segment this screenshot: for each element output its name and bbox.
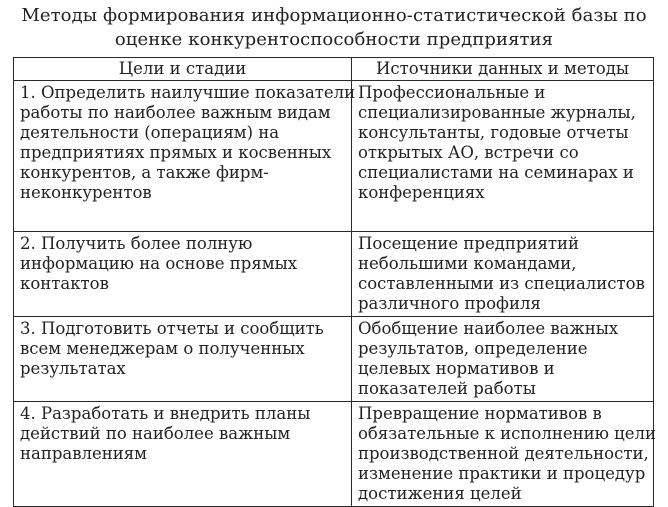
- document-title: [0, 4, 668, 52]
- source-line: Превращение нормативов в: [358, 404, 602, 423]
- source-line: Обобщение наиболее важных: [358, 319, 619, 338]
- source-line: обязательные к исполнению цели: [358, 424, 657, 443]
- source-line: изменение практики и процедур: [358, 464, 646, 483]
- goal-line: информацию на основе прямых: [20, 254, 298, 273]
- goal-line: направлениям: [20, 444, 148, 463]
- table-row: [14, 402, 654, 507]
- source-line: открытых АО, встречи со: [358, 143, 579, 162]
- goal-line: всем менеджерам о полученных: [20, 339, 305, 358]
- goal-line: предприятиях прямых и косвенных: [20, 143, 332, 162]
- goal-line: действий по наиболее важным: [20, 424, 291, 443]
- source-line: показателей работы: [358, 379, 536, 398]
- header-goals-stages: Цели и стадии: [14, 58, 352, 81]
- source-line: специалистами на семинарах и: [358, 163, 634, 182]
- source-line: целевых нормативов и: [358, 359, 555, 378]
- goal-line: контактов: [20, 274, 109, 293]
- goal-cell: [14, 317, 352, 402]
- source-cell: [352, 317, 654, 402]
- source-line: консультанты, годовые отчеты: [358, 123, 629, 142]
- table-row: [14, 81, 654, 232]
- header-sources-methods: Источники данных и методы: [352, 58, 654, 81]
- goal-line: 1. Определить наилучшие показатели: [20, 83, 356, 102]
- table-header-row: [14, 58, 654, 81]
- source-line: Посещение предприятий: [358, 234, 580, 253]
- goal-cell: [14, 402, 352, 507]
- source-line: Профессиональные и: [358, 83, 546, 102]
- goal-cell: [14, 81, 356, 232]
- source-cell: [352, 81, 654, 232]
- source-line: небольшими командами,: [358, 254, 577, 273]
- goal-cell: [14, 232, 352, 317]
- source-line: достижения целей: [358, 484, 522, 503]
- table-row: [14, 232, 654, 317]
- source-line: составленными из специалистов: [358, 274, 645, 293]
- table-row: [14, 317, 654, 402]
- source-cell: [352, 232, 654, 317]
- source-line: конференциях: [358, 183, 485, 202]
- title-line-2: оценке конкурентоспособности предприятия: [114, 29, 554, 50]
- methods-table: [13, 57, 657, 507]
- goal-line: 3. Подготовить отчеты и сообщить: [20, 319, 324, 338]
- source-line: различного профиля: [358, 294, 541, 313]
- goal-line: 4. Разработать и внедрить планы: [20, 404, 311, 423]
- goal-line: деятельности (операциям) на: [20, 123, 280, 142]
- goal-line: 2. Получить более полную: [20, 234, 253, 253]
- source-line: результатов, определение: [358, 339, 588, 358]
- goal-line: работы по наиболее важным видам: [20, 103, 331, 122]
- source-line: производственной деятельности,: [358, 444, 649, 463]
- title-line-1: Методы формирования информационно-статистической базы по: [21, 5, 647, 26]
- goal-line: результатах: [20, 359, 126, 378]
- source-cell: [352, 402, 657, 507]
- goal-line: неконкурентов: [20, 183, 152, 202]
- source-line: специализированные журналы,: [358, 103, 636, 122]
- goal-line: конкурентов, а также фирм-: [20, 163, 269, 182]
